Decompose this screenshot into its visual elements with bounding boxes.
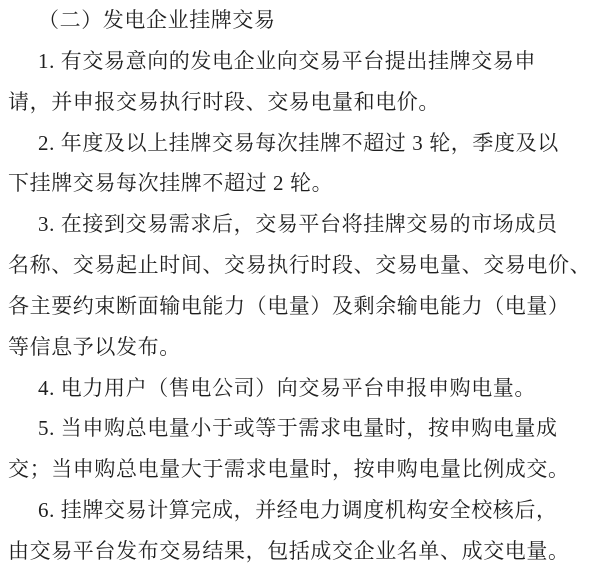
- paragraph-3-line-4: 等信息予以发布。: [8, 334, 181, 359]
- paragraph-4-line-1: 4. 电力用户（售电公司）向交易平台申报申购电量。: [38, 375, 536, 400]
- paragraph-3-line-2: 名称、交易起止时间、交易执行时段、交易电量、交易电价、: [8, 253, 592, 278]
- paragraph-6-line-2: 由交易平台发布交易结果，包括成交企业名单、成交电量。: [8, 538, 570, 563]
- paragraph-6-line-1: 6. 挂牌交易计算完成，并经电力调度机构安全校核后，: [38, 498, 558, 523]
- paragraph-2-line-2: 下挂牌交易每次挂牌不超过 2 轮。: [8, 171, 334, 196]
- paragraph-1-line-2: 请，并申报交易执行时段、交易电量和电价。: [8, 89, 440, 114]
- paragraph-1-line-1: 1. 有交易意向的发电企业向交易平台提出挂牌交易申: [38, 48, 536, 73]
- paragraph-5-line-2: 交；当申购总电量大于需求电量时，按申购电量比例成交。: [8, 457, 570, 482]
- paragraph-3-line-3: 各主要约束断面输电能力（电量）及剩余输电能力（电量）: [8, 293, 570, 318]
- paragraph-2-line-1: 2. 年度及以上挂牌交易每次挂牌不超过 3 轮，季度及以: [38, 130, 559, 155]
- section-heading: （二）发电企业挂牌交易: [38, 8, 276, 32]
- paragraph-3-line-1: 3. 在接到交易需求后，交易平台将挂牌交易的市场成员: [38, 212, 558, 237]
- paragraph-5-line-1: 5. 当申购总电量小于或等于需求电量时，按申购电量成: [38, 416, 558, 441]
